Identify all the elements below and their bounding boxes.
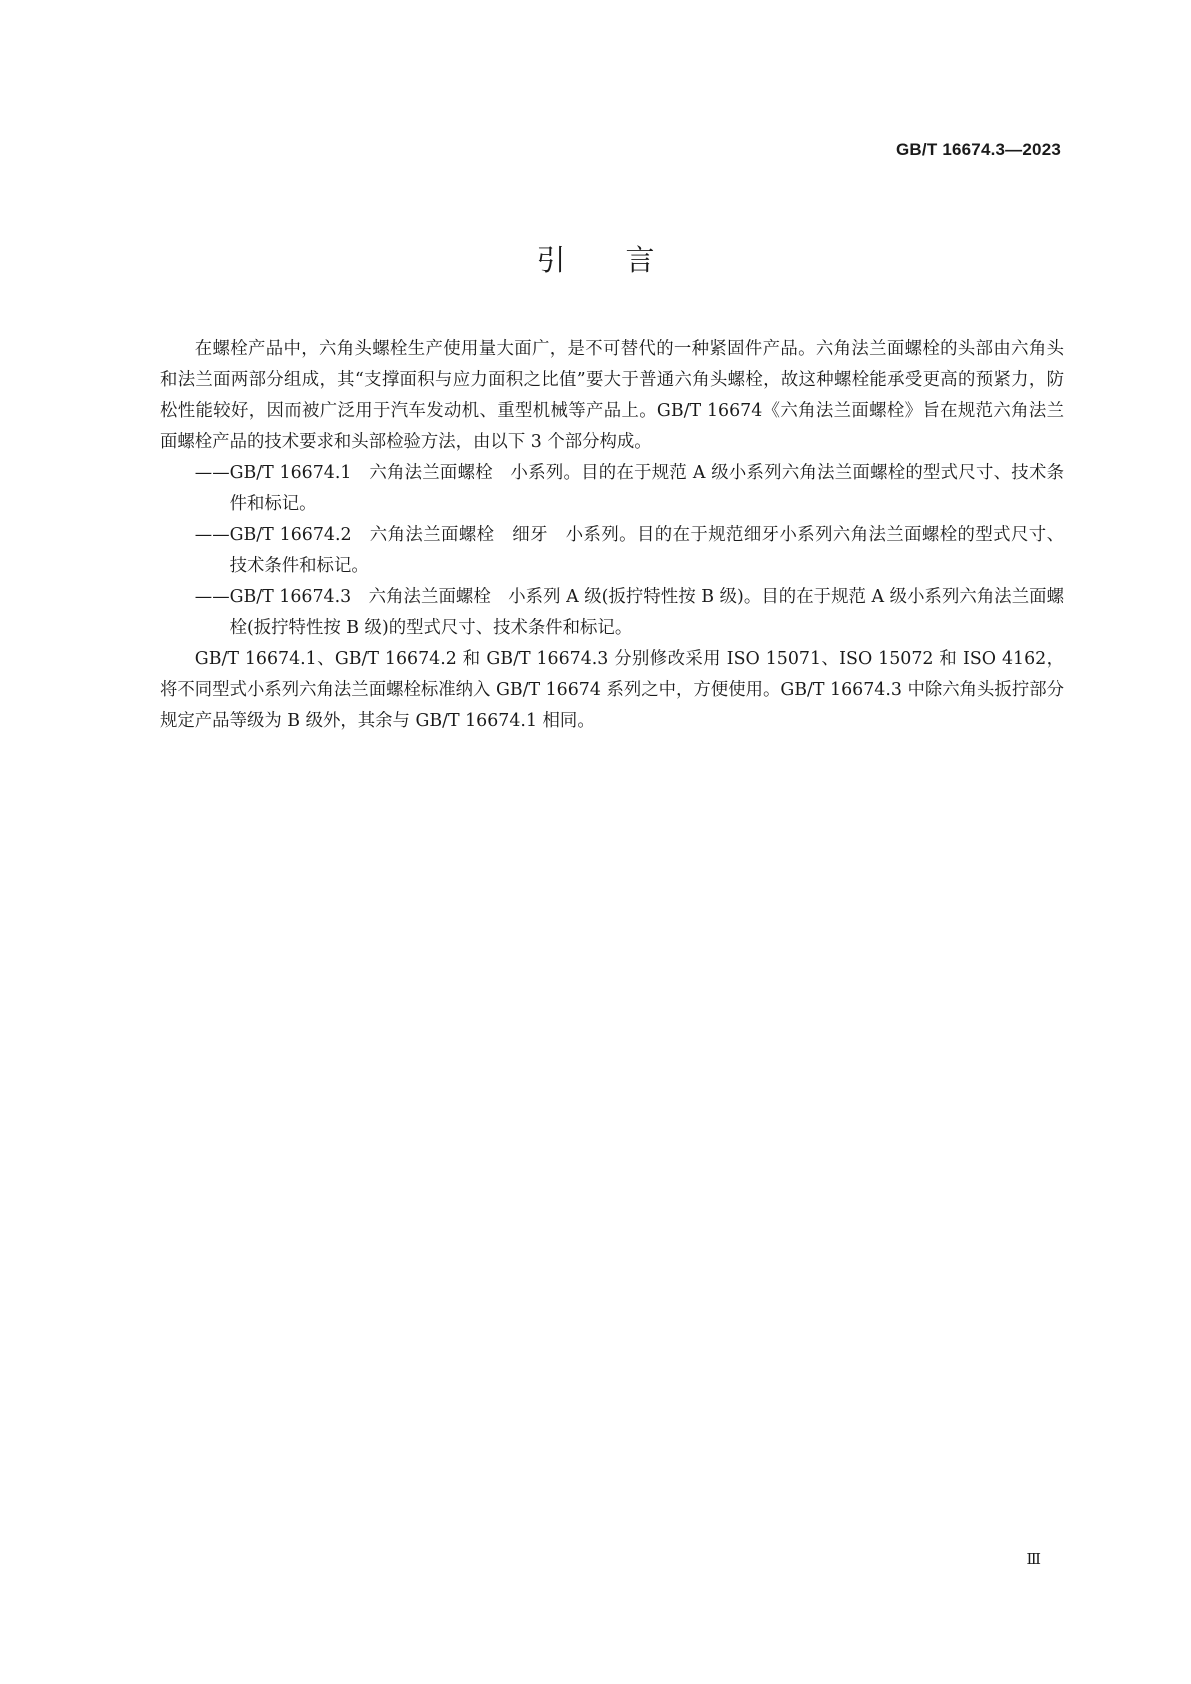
list-item-part-3: ——GB/T 16674.3 六角法兰面螺栓 小系列 A 级(扳拧特性按 B 级)。目的在于规范 A 级小系列六角法兰面螺栓(扳拧特性按 B 级)的型式尺寸、技术条件和标记。	[194, 587, 1064, 638]
introduction-body	[160, 334, 1064, 737]
standard-code: GB/T 16674.3—2023	[896, 140, 1061, 159]
intro-paragraph-1: 在螺栓产品中，六角头螺栓生产使用量大面广，是不可替代的一种紧固件产品。六角法兰面螺栓的头部由六角头和法兰面两部分组成，其“支撑面积与应力面积之比值”要大于普通六角头螺栓，故这种螺栓能承受更高的预紧力，防松性能较好，因而被广泛用于汽车发动机、重型机械等产品上。GB/T 16674《六角法兰面螺栓》旨在规范六角法兰面螺栓产品的技术要求和头部检验方法，由以下 3 个部分构成。	[160, 339, 1064, 452]
page-number: Ⅲ	[1026, 1550, 1041, 1568]
section-title: 引言	[536, 243, 715, 277]
intro-paragraph-2: GB/T 16674.1、GB/T 16674.2 和 GB/T 16674.3 分别修改采用 ISO 15071、ISO 15072 和 ISO 4162，将不同型式小系列六角法兰面螺栓标准纳入 GB/T 16674 系列之中，方便使用。GB/T 16674.3 中除六角头扳拧部分规定产品等级为 B 级外，其余与 GB/T 16674.1 相同。	[160, 649, 1064, 731]
list-item-part-1: ——GB/T 16674.1 六角法兰面螺栓 小系列。目的在于规范 A 级小系列六角法兰面螺栓的型式尺寸、技术条件和标记。	[194, 463, 1064, 514]
list-item-part-2: ——GB/T 16674.2 六角法兰面螺栓 细牙 小系列。目的在于规范细牙小系列六角法兰面螺栓的型式尺寸、技术条件和标记。	[194, 525, 1064, 576]
